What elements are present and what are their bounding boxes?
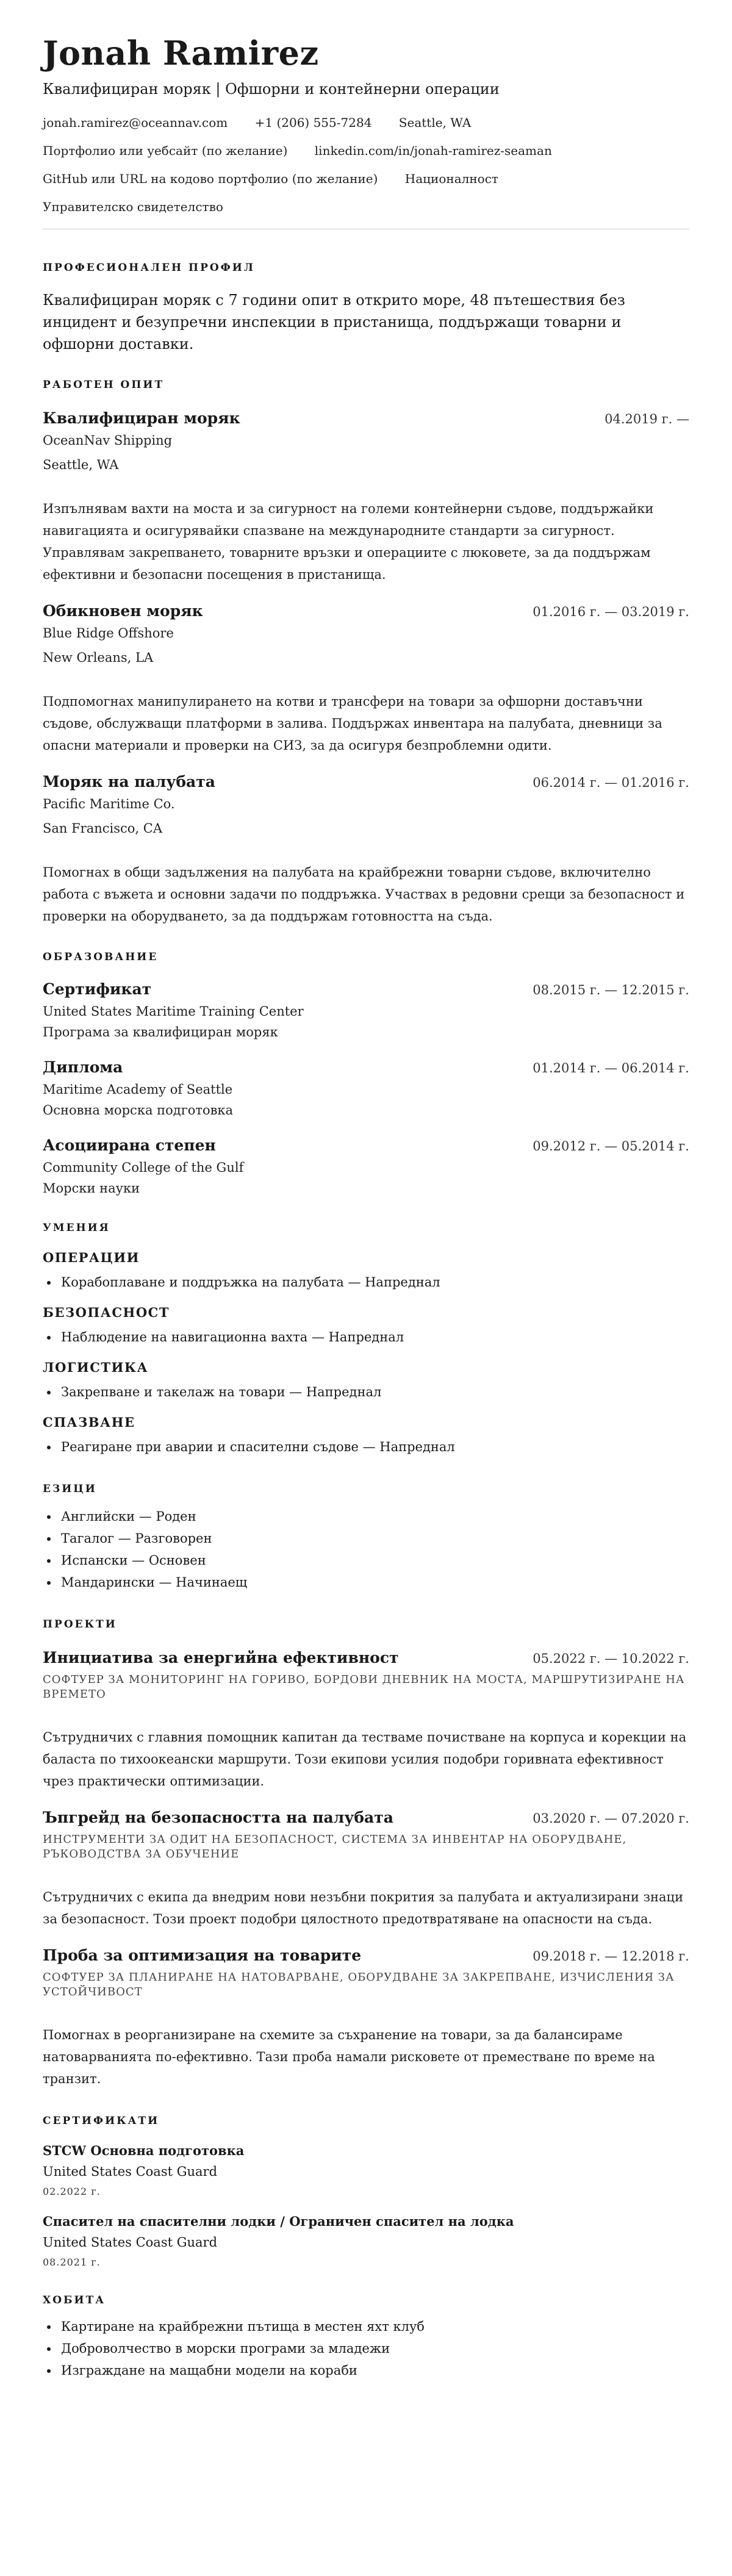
- school-name: Maritime Academy of Seattle: [43, 1082, 233, 1097]
- skill-category: [43, 1304, 689, 1348]
- project-tech: ИНСТРУМЕНТИ ЗА ОДИТ НА БЕЗОПАСНОСТ, СИСТЕМА ЗА ИНВЕНТАР НА ОБОРУДВАНЕ, РЪКОВОДСТВА ЗА ОБУЧЕНИЕ: [43, 1833, 627, 1860]
- job-description: Изпълнявам вахти на моста и за сигурност на големи контейнерни съдове, поддържайки навигацията и осигурявайки спазване на международните стандарти за сигурност. Управлявам закрепването, товарните връзки и операциите с люковете, за да поддържам ефективни и безопасни посещения в пристанища.: [43, 501, 654, 582]
- project-description: Помогнах в реорганизиране на схемите за съхранение на товари, за да балансираме натоварванията по-ефективно. Тази проба намали рисковете от преместване по време на транзит.: [43, 2028, 655, 2086]
- project-date: 05.2022 г. — 10.2022 г.: [533, 1651, 689, 1666]
- contact-email[interactable]: jonah.ramirez@oceannav.com: [43, 115, 228, 130]
- certification-title: STCW Основна подготовка: [43, 2143, 245, 2158]
- certifications-section: [43, 2114, 689, 2269]
- languages-heading: ЕЗИЦИ: [43, 1483, 97, 1495]
- skills-section: [43, 1221, 689, 1458]
- contact-row-extra: [43, 170, 689, 187]
- skill-item: • Реагиране при аварии и спасителни съдове — Напреднал: [59, 1436, 689, 1458]
- certification-issuer: United States Coast Guard: [43, 2164, 218, 2179]
- contact-certificate: Управителско свидетелство: [43, 199, 223, 214]
- certification-entry: [43, 2142, 689, 2198]
- skill-item: • Закрепване и такелаж на товари — Напреднал: [59, 1381, 689, 1403]
- degree-title: Асоциирана степен: [43, 1136, 216, 1154]
- job-title: Моряк на палубата: [43, 773, 215, 791]
- school-name: United States Maritime Training Center: [43, 1004, 304, 1019]
- contact-github[interactable]: GitHub или URL на кодово портфолио (по желание): [43, 171, 378, 186]
- project-entry: [43, 1808, 689, 1930]
- job-description: Помогнах в общи задължения на палубата на крайбрежни товарни съдове, включително работа с въжета и основни задачи по поддръжка. Участвах в редовни срещи за безопасност и проверки на оборудването, за да поддържам готовността на съда.: [43, 865, 685, 924]
- project-entry: [43, 1946, 689, 2090]
- hobby-item: • Картиране на крайбрежни пътища в местен яхт клуб: [59, 2316, 689, 2337]
- contact-row-links: [43, 142, 689, 159]
- project-date: 09.2018 г. — 12.2018 г.: [533, 1949, 689, 1964]
- profile-section: [43, 261, 689, 355]
- candidate-tagline: Квалифициран моряк | Офшорни и контейнерни операции: [43, 81, 500, 98]
- experience-entry: [43, 772, 689, 927]
- experience-entry: [43, 409, 689, 586]
- degree-title: Диплома: [43, 1058, 123, 1076]
- project-description: Сътрудничих с екипа да внедрим нови незъбни покрития за палубата и актуализирани знаци за безопасност. Този проект подобри цялостното предотвратяване на опасности на съда.: [43, 1890, 684, 1926]
- job-title: Обикновен моряк: [43, 602, 203, 620]
- projects-section: [43, 1618, 689, 2090]
- hobbies-section: [43, 2294, 689, 2381]
- job-company: Blue Ridge Offshore: [43, 626, 174, 640]
- certification-date: 02.2022 г.: [43, 2186, 101, 2197]
- skill-category-name: СПАЗВАНЕ: [43, 1415, 135, 1430]
- experience-entry: [43, 601, 689, 756]
- study-field: Морски науки: [43, 1181, 140, 1196]
- project-entry: [43, 1648, 689, 1792]
- project-title: Ъпгрейд на безопасността на палубата: [43, 1809, 393, 1826]
- project-date: 03.2020 г. — 07.2020 г.: [533, 1811, 689, 1826]
- job-description: Подпомогнах манипулирането на котви и трансфери на товари за офшорни доставъчни съдове, обслужващи платформи в залива. Поддържах инвентара на палубата, дневници за опасни материали и проверки на СИЗ, за да осигуря безпроблемни одити.: [43, 694, 662, 753]
- study-field: Програма за квалифициран моряк: [43, 1025, 278, 1039]
- experience-section: [43, 378, 689, 927]
- skill-category: [43, 1249, 689, 1293]
- education-entry: [43, 1058, 689, 1119]
- language-item: • Тагалог — Разговорен: [59, 1527, 689, 1549]
- skills-heading: УМЕНИЯ: [43, 1222, 110, 1234]
- job-company: Pacific Maritime Co.: [43, 797, 175, 811]
- job-company: OceanNav Shipping: [43, 433, 173, 448]
- education-section: [43, 950, 689, 1197]
- study-field: Основна морска подготовка: [43, 1103, 234, 1118]
- skill-item: • Корабоплаване и поддръжка на палубата — Напреднал: [59, 1271, 689, 1293]
- project-tech: СОФТУЕР ЗА ПЛАНИРАНЕ НА НАТОВАРВАНЕ, ОБОРУДВАНЕ ЗА ЗАКРЕПВАНЕ, ИЗЧИСЛЕНИЯ ЗА УСТОЙЧИВОСТ: [43, 1971, 675, 1998]
- contact-portfolio[interactable]: Портфолио или уебсайт (по желание): [43, 143, 288, 158]
- school-name: Community College of the Gulf: [43, 1160, 244, 1175]
- language-item: • Мандарински — Начинаещ: [59, 1571, 689, 1593]
- hobby-item: • Изграждане на мащабни модели на кораби: [59, 2359, 689, 2381]
- skill-category: [43, 1359, 689, 1403]
- skill-category-name: БЕЗОПАСНОСТ: [43, 1305, 170, 1320]
- profile-heading: ПРОФЕСИОНАЛЕН ПРОФИЛ: [43, 262, 255, 274]
- certification-title: Спасител на спасителни лодки / Ограничен спасител на лодка: [43, 2214, 514, 2229]
- profile-text: Квалифициран моряк с 7 години опит в открито море, 48 пътешествия без инцидент и безупречни инспекции в пристанища, поддържащи товарни и офшорни доставки.: [43, 292, 625, 353]
- job-location: Seattle, WA: [43, 457, 119, 472]
- job-location: New Orleans, LA: [43, 650, 154, 665]
- contact-linkedin[interactable]: linkedin.com/in/jonah-ramirez-seaman: [314, 143, 552, 158]
- skill-category-name: ЛОГИСТИКА: [43, 1360, 149, 1375]
- hobby-item: • Доброволчество в морски програми за младежи: [59, 2337, 689, 2359]
- contact-location: Seattle, WA: [398, 115, 472, 130]
- resume-header: [43, 34, 689, 229]
- contact-row-certificate: [43, 198, 689, 215]
- education-entry: [43, 1136, 689, 1197]
- certification-entry: [43, 2213, 689, 2269]
- certification-issuer: United States Coast Guard: [43, 2235, 218, 2250]
- degree-title: Сертификат: [43, 980, 152, 998]
- contact-info: [43, 114, 689, 215]
- job-date: 04.2019 г. —: [605, 412, 689, 426]
- project-title: Инициатива за енергийна ефективност: [43, 1649, 399, 1667]
- degree-date: 08.2015 г. — 12.2015 г.: [533, 983, 689, 997]
- job-title: Квалифициран моряк: [43, 409, 240, 427]
- languages-section: [43, 1482, 689, 1593]
- degree-date: 09.2012 г. — 05.2014 г.: [533, 1139, 689, 1153]
- job-date: 01.2016 г. — 03.2019 г.: [533, 605, 689, 619]
- projects-heading: ПРОЕКТИ: [43, 1618, 117, 1631]
- contact-phone[interactable]: +1 (206) 555-7284: [254, 115, 372, 130]
- degree-date: 01.2014 г. — 06.2014 г.: [533, 1061, 689, 1075]
- language-item: • Испански — Основен: [59, 1549, 689, 1571]
- language-item: • Английски — Роден: [59, 1505, 689, 1527]
- contact-nationality: Националност: [404, 171, 498, 186]
- certification-date: 08.2021 г.: [43, 2256, 101, 2268]
- project-tech: СОФТУЕР ЗА МОНИТОРИНГ НА ГОРИВО, БОРДОВИ ДНЕВНИК НА МОСТА, МАРШРУТИЗИРАНЕ НА ВРЕМЕТО: [43, 1673, 685, 1701]
- candidate-name: Jonah Ramirez: [43, 34, 319, 73]
- project-title: Проба за оптимизация на товарите: [43, 1946, 362, 1964]
- job-date: 06.2014 г. — 01.2016 г.: [533, 775, 689, 790]
- skill-category: [43, 1414, 689, 1458]
- job-location: San Francisco, CA: [43, 821, 163, 836]
- education-heading: ОБРАЗОВАНИЕ: [43, 951, 159, 963]
- experience-heading: РАБОТЕН ОПИТ: [43, 379, 165, 391]
- project-description: Сътрудничих с главния помощник капитан да тестваме почистване на корпуса и корекции на баласта по тихоокеански маршрути. Този екипови усилия подобри горивната ефективност чрез практически оптимизации.: [43, 1730, 687, 1788]
- skill-category-name: ОПЕРАЦИИ: [43, 1250, 140, 1265]
- skill-item: • Наблюдение на навигационна вахта — Напреднал: [59, 1326, 689, 1348]
- contact-row-primary: [43, 114, 689, 131]
- certifications-heading: СЕРТИФИКАТИ: [43, 2115, 160, 2127]
- education-entry: [43, 980, 689, 1041]
- hobbies-heading: ХОБИТА: [43, 2294, 106, 2306]
